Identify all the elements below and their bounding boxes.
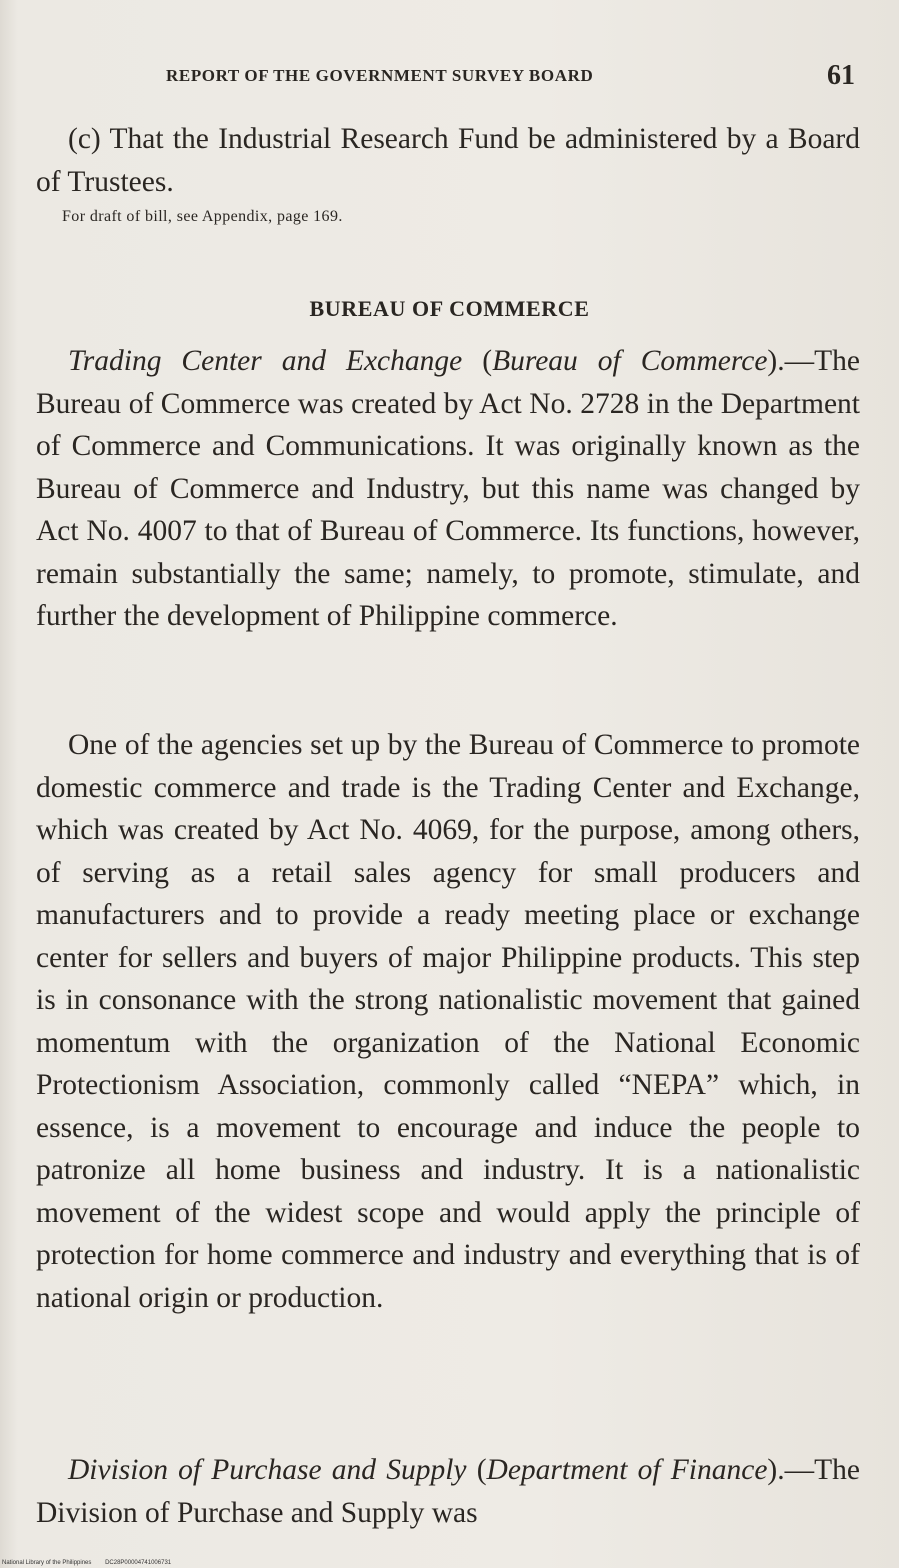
scan-identifier: DC28P00004741006731 [105, 1560, 172, 1566]
paragraph-text: —The Division of Purchase and Supply was [36, 1454, 860, 1529]
paragraph-text: (c) That the Industrial Research Fund be administered by a Board of Trustees. [36, 123, 860, 198]
paren-open: ( [466, 1454, 487, 1486]
paragraph-industrial-research-fund [36, 118, 860, 203]
paragraph-text: One of the agencies set up by the Bureau of Commerce to promote domestic commerce and trade is the Trading Center and Exchange, which was created by Act No. 4069, for the purpose, among others, of serving as a retail sales agency for small producers and manufacturers and to provide a ready meeting place or exchange center for sellers and buyers of major Philippine products. This step is in consonance with the strong nationalistic movement that gained momentum with the organization of the National Economic Protectionism Association, commonly called “NEPA” which, in essence, is a movement to encourage and induce the people to patronize all home business and industry. It is a nationalistic movement of the widest scope and would apply the principle of protection for home commerce and industry and everything that is of national origin or production. [36, 729, 860, 1314]
section-heading: BUREAU OF COMMERCE [309, 296, 590, 321]
agency-name: Department of Finance [486, 1454, 768, 1486]
scan-footer [2, 1560, 183, 1566]
paragraph-purchase-supply [36, 1449, 860, 1534]
page-number: 61 [827, 60, 855, 91]
paren-close: ). [767, 345, 785, 377]
run-in-heading: Division of Purchase and Supply [68, 1454, 467, 1486]
agency-name: Bureau of Commerce [492, 345, 768, 377]
paragraph-agencies [36, 724, 860, 1319]
run-in-heading: Trading Center and Exchange [68, 345, 463, 377]
footnote-draft-bill: For draft of bill, see Appendix, page 169. [62, 208, 343, 225]
paragraph-trading-center [36, 340, 860, 638]
library-credit: National Library of the Philippines [2, 1560, 92, 1566]
paragraph-text: —The Bureau of Commerce was created by Act No. 2728 in the Department of Commerce and Communications. It was originally known as the Bureau of Commerce and Industry, but this name was changed by Act No. 4007 to that of Bureau of Commerce. Its functions, however, remain substantially the same; namely, to promote, stimulate, and further the development of Philippine commerce. [36, 345, 860, 632]
paren-close: ). [767, 1454, 785, 1486]
paren-open: ( [462, 345, 493, 377]
running-header: REPORT OF THE GOVERNMENT SURVEY BOARD [166, 66, 594, 85]
